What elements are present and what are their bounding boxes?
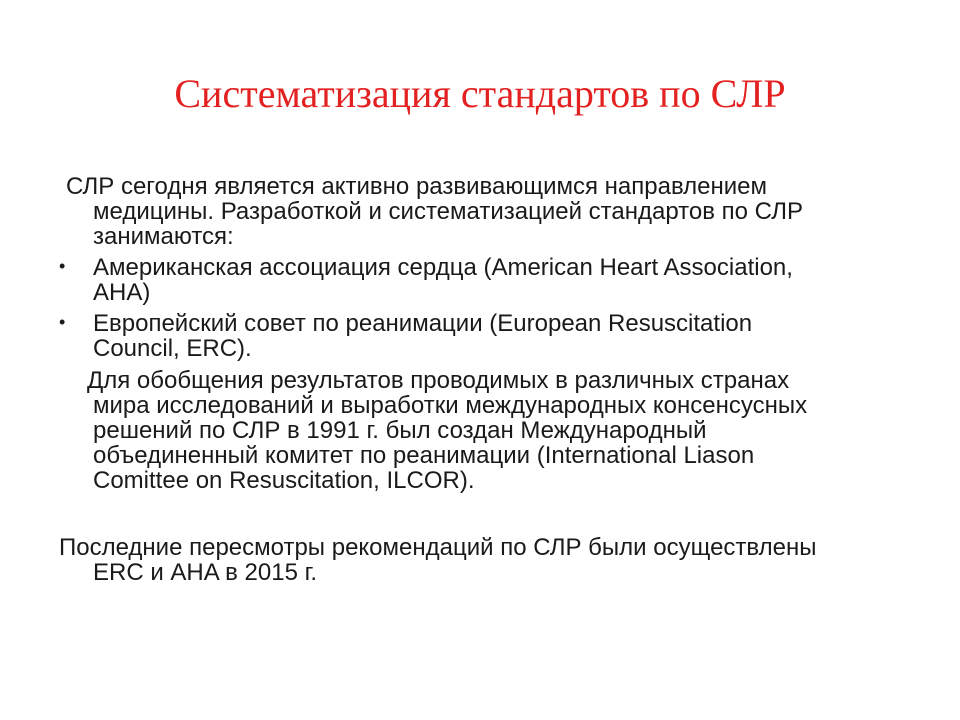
bullet-2-line-1: Европейский совет по реанимации (European Resuscitation	[93, 310, 753, 337]
slide-title: Систематизация стандартов по СЛР	[174, 71, 786, 116]
bullet-2-line-2: Council, ERC).	[93, 335, 252, 362]
bullet-item-aha	[93, 255, 793, 305]
bullet-marker-2: •	[59, 312, 66, 332]
intro-line-1: СЛР сегодня является активно развивающимся направлением	[66, 173, 768, 200]
bullet-item-erc	[93, 311, 752, 361]
ilcor-line-3: решений по СЛР в 1991 г. был создан Международный	[93, 417, 707, 444]
ilcor-line-4: объединенный комитет по реанимации (International Liason	[93, 442, 755, 469]
last-line-2: ERC и AHA в 2015 г.	[93, 559, 318, 586]
bullet-1-line-2: AHA)	[93, 279, 151, 306]
bullet-1-line-1: Американская ассоциация сердца (American Heart Association,	[93, 254, 793, 281]
last-line-1: Последние пересмотры рекомендаций по СЛР были осуществлены	[59, 534, 817, 561]
ilcor-line-2: мира исследований и выработки международных консенсусных	[93, 392, 808, 419]
ilcor-paragraph	[87, 368, 807, 493]
intro-line-2: медицины. Разработкой и систематизацией стандартов по СЛР	[93, 198, 803, 225]
bullet-marker-1: •	[59, 256, 66, 276]
ilcor-line-5: Comittee on Resuscitation, ILCOR).	[93, 467, 475, 494]
ilcor-line-1: Для обобщения результатов проводимых в различных странах	[87, 367, 790, 394]
intro-line-3: занимаются:	[93, 223, 234, 250]
intro-paragraph	[66, 174, 803, 249]
last-revision-paragraph	[59, 535, 816, 585]
